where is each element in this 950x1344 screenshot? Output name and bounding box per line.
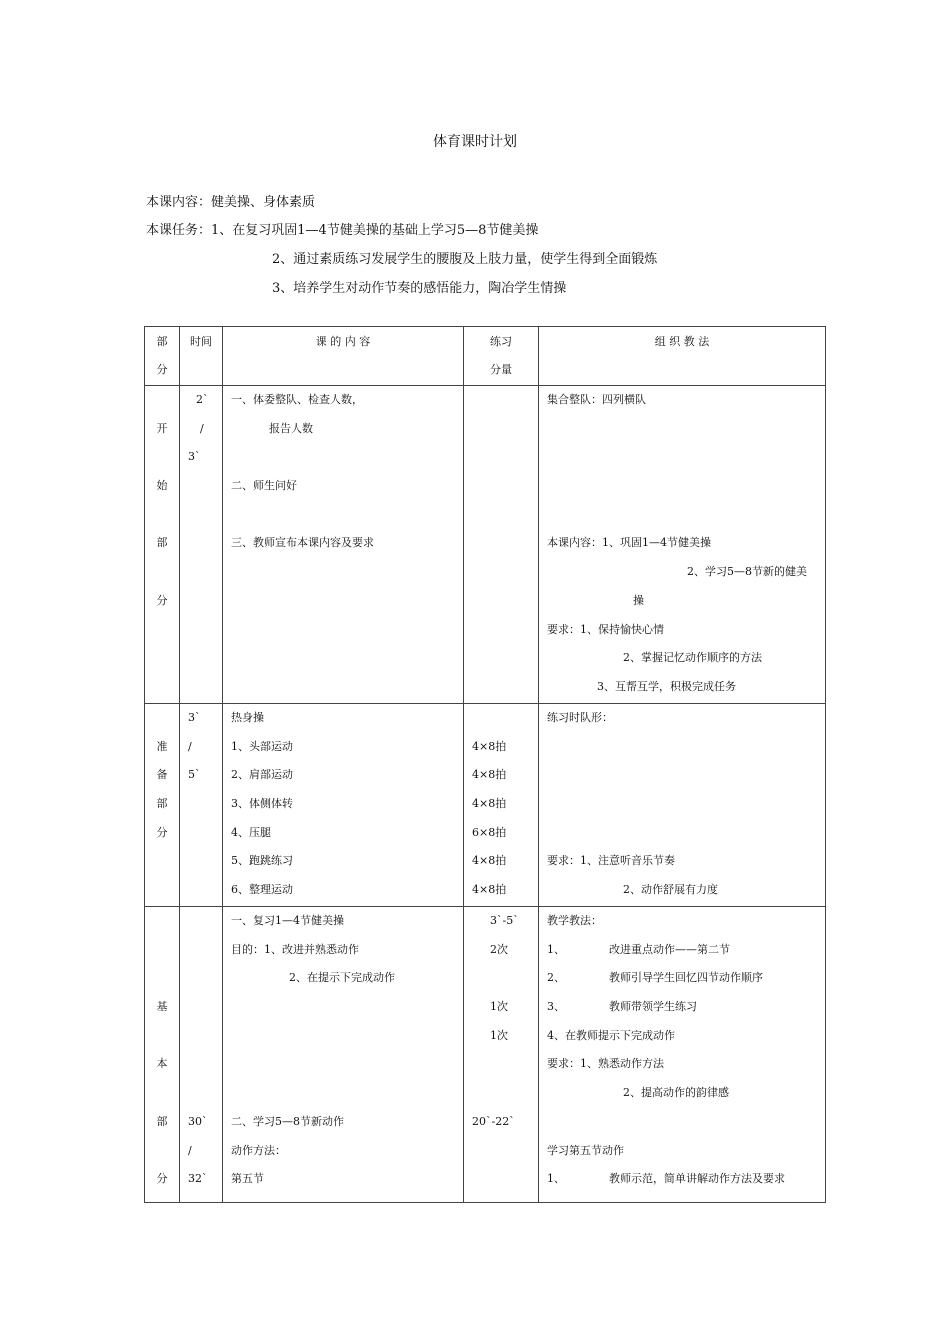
method-line: 2、掌握记忆动作顺序的方法 (623, 651, 762, 665)
method-line: 学习第五节动作 (547, 1143, 624, 1157)
section1-part-char: 部 (156, 536, 168, 550)
method-number: 2、 (547, 971, 565, 985)
method-line: 要求：1、注意听音乐节奏 (547, 854, 675, 868)
method-number: 1、 (547, 1172, 565, 1186)
amount-value: 4×8拍 (472, 883, 507, 897)
section3-part-char: 基 (156, 1000, 168, 1014)
section3-part-char: 部 (156, 1114, 168, 1128)
table-row (145, 386, 826, 704)
table-row (145, 704, 826, 907)
content-line: 报告人数 (269, 421, 313, 435)
section1-part-char: 分 (156, 593, 168, 607)
content-line: 2、肩部运动 (231, 768, 293, 782)
header-part-line-2: 分 (156, 363, 168, 376)
amount-value: 4×8拍 (472, 768, 507, 782)
content-line: 一、体委整队、检查人数， (231, 393, 363, 406)
header-time-label: 时间 (190, 335, 212, 348)
method-line: 集合整队：四列横队 (547, 393, 646, 406)
section1-time-value: / (200, 421, 204, 435)
section3-amount (464, 907, 539, 1203)
header-method-label: 组 织 教 法 (654, 335, 710, 348)
method-line: 3、互帮互学，积极完成任务 (597, 679, 736, 693)
table-header-row (145, 327, 826, 386)
section3-content (223, 907, 464, 1203)
table-row (145, 907, 826, 1203)
section1-method (539, 386, 826, 704)
method-line: 要求：1、保持愉快心情 (547, 622, 664, 636)
method-line: 要求：1、熟悉动作方法 (547, 1057, 664, 1071)
content-line: 动作方法： (231, 1143, 286, 1157)
header-part (145, 327, 180, 386)
method-line (539, 993, 825, 1022)
amount-value: 4×8拍 (472, 854, 507, 868)
amount-value: 4×8拍 (472, 739, 507, 753)
content-line: 6、整理运动 (231, 883, 293, 897)
section2-part-char: 准 (156, 739, 168, 753)
method-line: 本课内容：1、巩固1—4节健美操 (547, 536, 711, 550)
method-line: 2、提高动作的韵律感 (623, 1086, 729, 1100)
content-line: 热身操 (231, 711, 264, 724)
section1-time-value: 3` (188, 450, 201, 464)
amount-value: 4×8拍 (472, 797, 507, 811)
section2-time (180, 704, 223, 907)
section2-part-char: 备 (156, 768, 168, 782)
method-line: 练习时队形： (547, 711, 613, 724)
content-line: 4、压腿 (231, 825, 271, 839)
method-line (539, 936, 825, 965)
section2-method (539, 704, 826, 907)
section3-part (145, 907, 180, 1203)
content-line: 二、学习5—8节新动作 (231, 1114, 344, 1128)
content-line: 三、教师宣布本课内容及要求 (231, 536, 374, 550)
section2-time-value: 3` (188, 711, 201, 724)
method-line: 2、学习5—8节新的健美 (687, 565, 807, 579)
lesson-task-1: 本课任务：1、在复习巩固1—4节健美操的基础上学习5—8节健美操 (146, 223, 539, 238)
section2-part-char: 分 (156, 825, 168, 839)
header-amount (464, 327, 539, 386)
content-line: 二、师生问好 (231, 479, 297, 493)
method-text: 教师带领学生练习 (609, 1000, 697, 1014)
section3-method (539, 907, 826, 1203)
amount-value: 20`-22` (472, 1114, 515, 1128)
section2-part-char: 部 (156, 797, 168, 811)
section2-time-value: 5` (188, 768, 201, 782)
content-line: 2、在提示下完成动作 (289, 971, 395, 985)
method-line: 教学教法： (547, 914, 602, 927)
header-content (223, 327, 464, 386)
content-line: 3、体侧体转 (231, 797, 293, 811)
section1-content (223, 386, 464, 704)
section3-time-value: 32` (188, 1172, 208, 1186)
amount-value: 1次 (490, 1000, 508, 1014)
section1-part-char: 开 (156, 421, 168, 435)
section2-content (223, 704, 464, 907)
content-line: 1、头部运动 (231, 739, 293, 753)
header-time (180, 327, 223, 386)
section2-time-value: / (188, 739, 192, 753)
method-line (539, 964, 825, 993)
header-part-line-1: 部 (156, 335, 168, 348)
method-text: 教师引导学生回忆四节动作顺序 (609, 971, 763, 985)
page-title: 体育课时计划 (433, 134, 517, 150)
method-line: 操 (633, 593, 644, 607)
amount-value: 6×8拍 (472, 825, 507, 839)
section1-part-char: 始 (156, 479, 168, 493)
header-content-label: 课 的 内 容 (315, 335, 371, 348)
method-line (539, 1165, 825, 1194)
section2-amount (464, 704, 539, 907)
section1-part (145, 386, 180, 704)
section3-part-char: 分 (156, 1172, 168, 1186)
method-line: 2、动作舒展有力度 (623, 883, 718, 897)
method-number: 1、 (547, 942, 565, 956)
content-line: 目的：1、改进并熟悉动作 (231, 942, 359, 956)
method-text: 教师示范，简单讲解动作方法及要求 (609, 1172, 785, 1186)
section1-time (180, 386, 223, 704)
method-text: 改进重点动作——第二节 (609, 942, 730, 956)
header-amount-line-1: 练习 (490, 335, 512, 348)
amount-value: 1次 (490, 1028, 508, 1042)
method-number: 3、 (547, 1000, 565, 1014)
section3-part-char: 本 (156, 1057, 168, 1071)
section3-time (180, 907, 223, 1203)
method-line: 4、在教师提示下完成动作 (547, 1028, 675, 1042)
lesson-task-2: 2、通过素质练习发展学生的腰腹及上肢力量，使学生得到全面锻炼 (272, 252, 658, 267)
lesson-task-3: 3、培养学生对动作节奏的感悟能力，陶冶学生情操 (272, 281, 567, 296)
section1-amount (464, 386, 539, 704)
section3-time-value: / (188, 1143, 192, 1157)
section3-time-value: 30` (188, 1114, 208, 1128)
amount-value: 3`-5` (490, 914, 519, 927)
header-amount-line-2: 分量 (490, 363, 512, 376)
section2-part (145, 704, 180, 907)
section1-time-value: 2` (196, 393, 209, 406)
content-line: 第五节 (231, 1172, 264, 1186)
amount-value: 2次 (490, 942, 508, 956)
lesson-plan-table (144, 326, 826, 1203)
content-line: 5、跑跳练习 (231, 854, 293, 868)
header-method (539, 327, 826, 386)
lesson-content-line: 本课内容：健美操、身体素质 (146, 195, 316, 210)
content-line: 一、复习1—4节健美操 (231, 914, 344, 927)
